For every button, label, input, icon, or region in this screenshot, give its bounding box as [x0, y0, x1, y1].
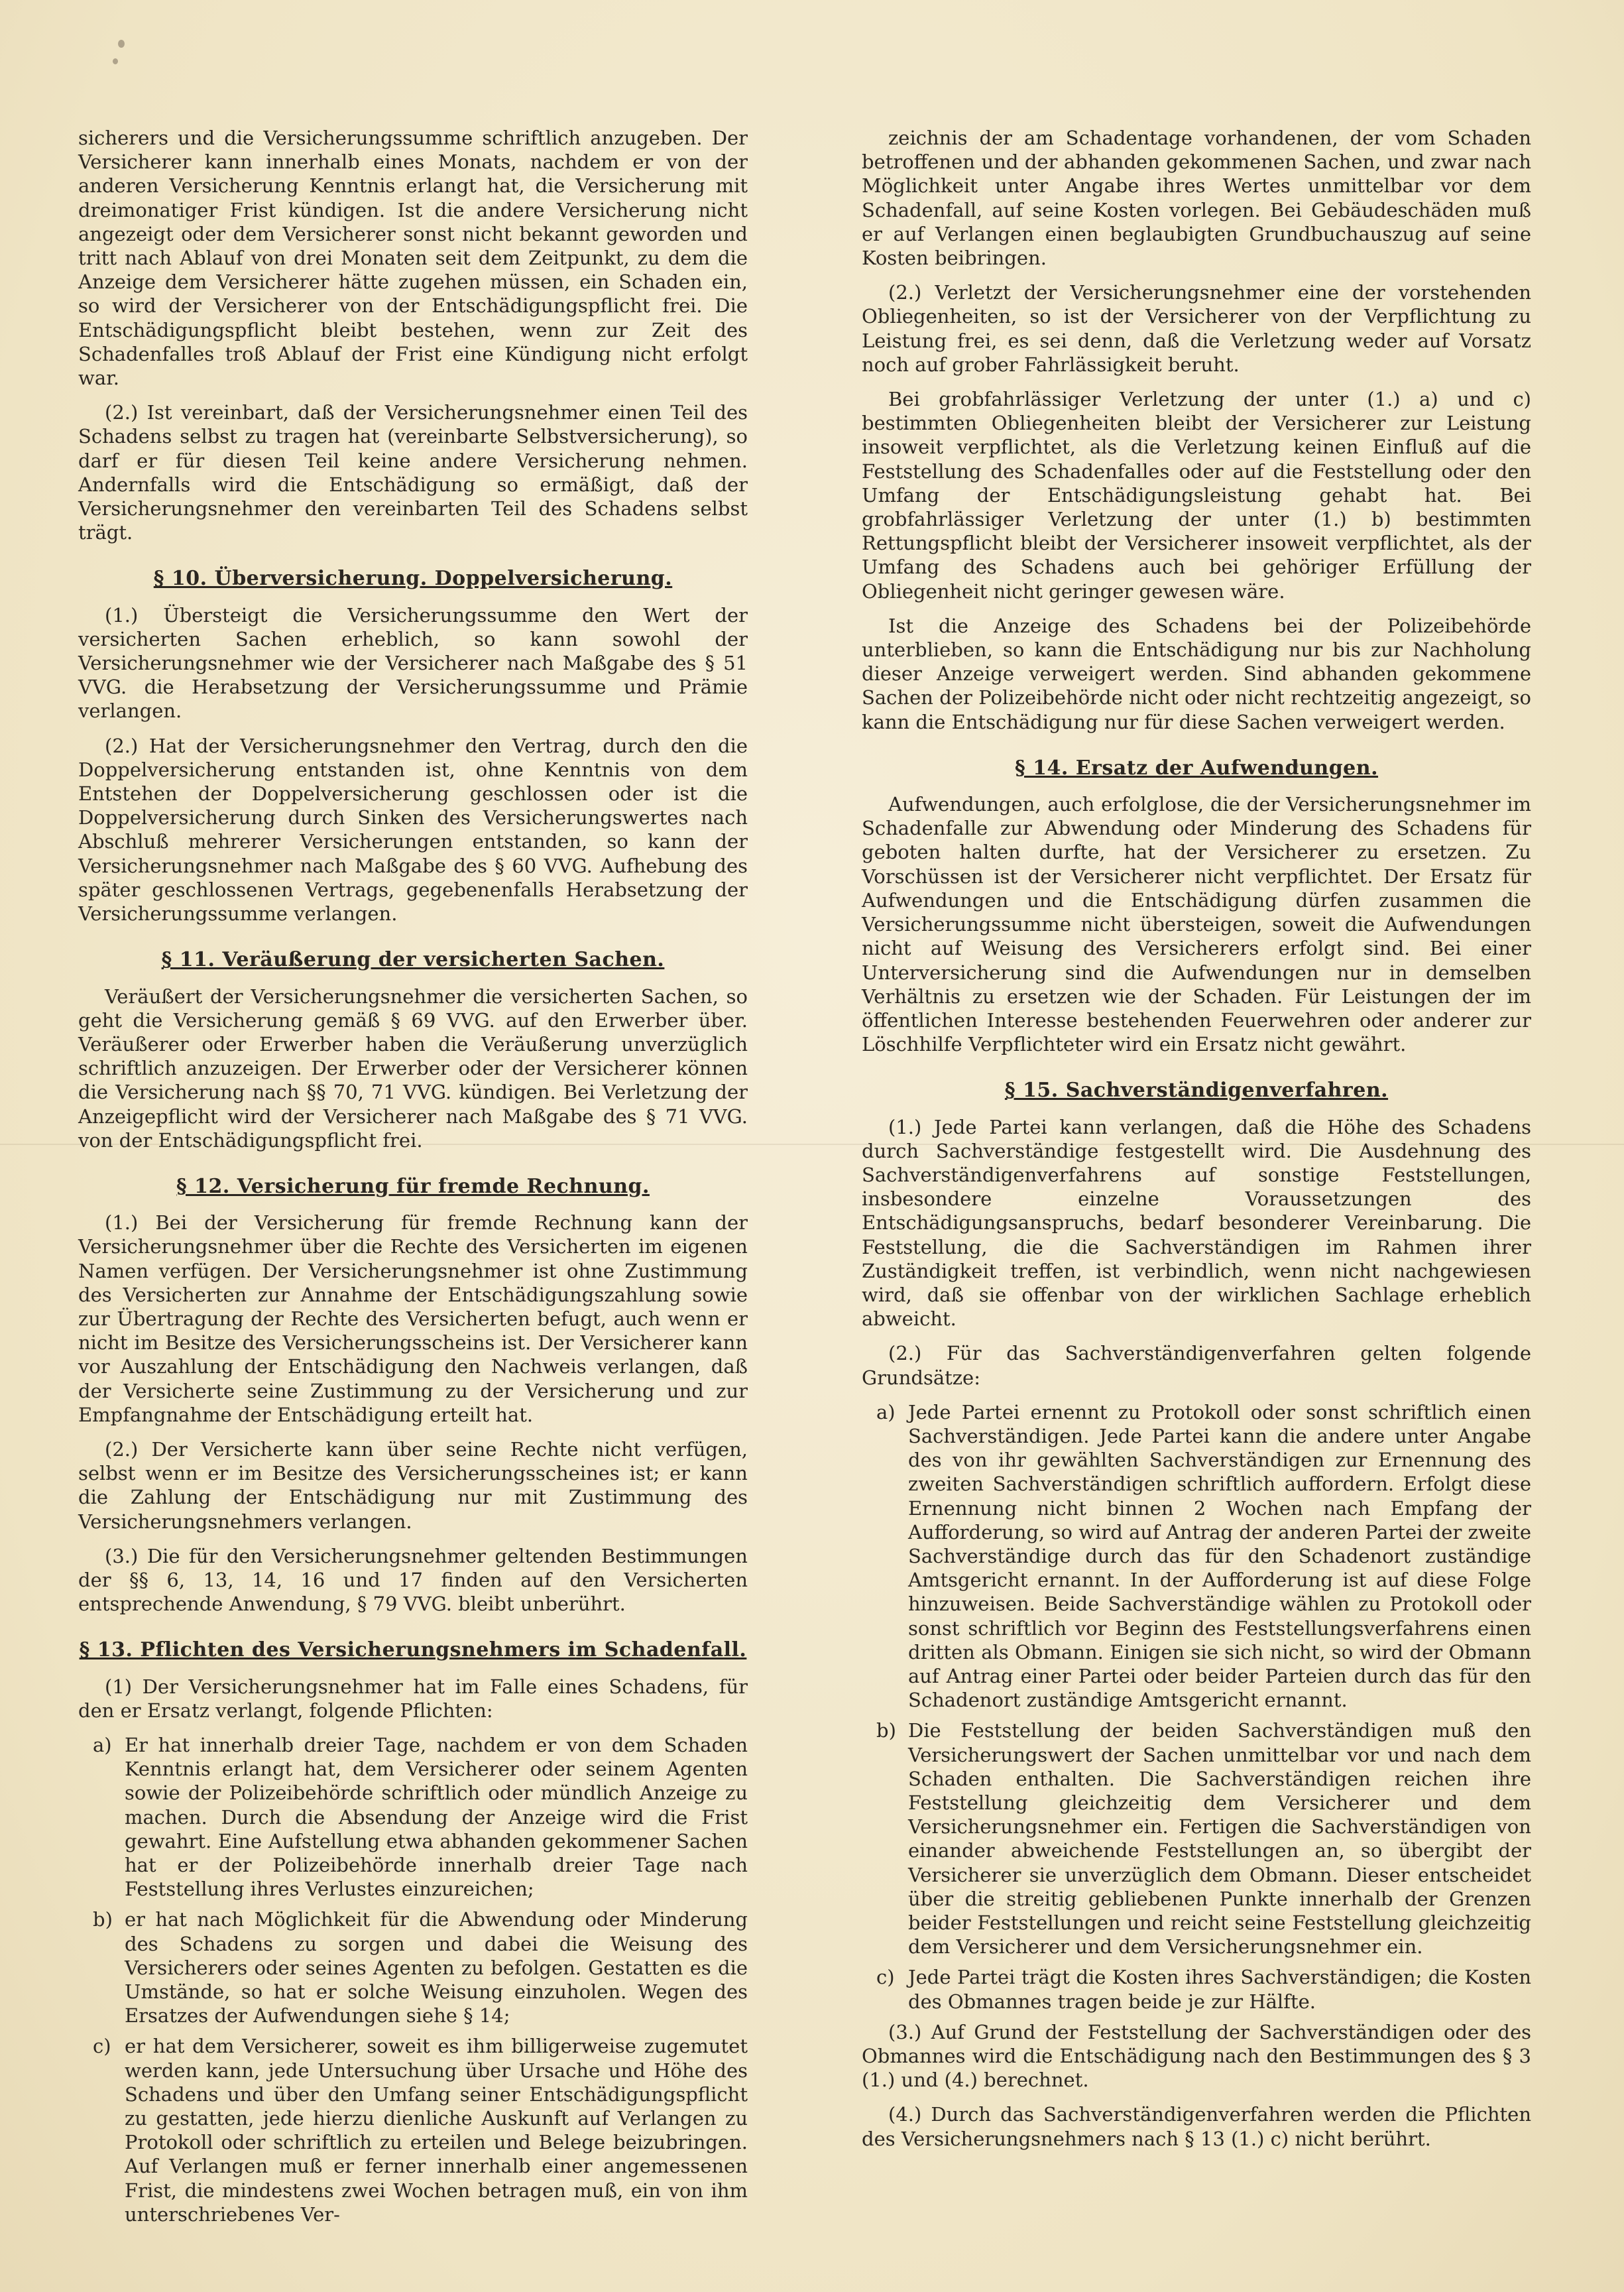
list-item [862, 1400, 1531, 1713]
list-label: c) [876, 1966, 895, 1989]
ink-speck [118, 40, 125, 48]
paragraph: (1) Der Versicherungsnehmer hat im Falle eines Schadens, für den er Ersatz verlangt, folgende Pflichten: [78, 1675, 748, 1722]
paragraph: (2.) Verletzt der Versicherungsnehmer eine der vorstehenden Obliegenheiten, so ist der Versicherer von der Verpflichtung zu Leistung frei, es sei denn, daß die Verletzung weder auf Vorsatz noch auf grober Fahrlässigkeit beruht. [862, 281, 1531, 376]
paragraph: Bei grobfahrlässiger Verletzung der unter (1.) a) und c) bestimmten Obliegenheiten bleibt der Versicherer zur Leistung insoweit verpflichtet, als die Verletzung keinen Einfluß auf die Feststellung des Schadenfalles oder auf die Feststellung oder den Umfang der Entschädigungsleistung gehabt hat. Bei grobfahrlässiger Verletzung der unter (1.) b) bestimmten Rettungspflicht bleibt der Versicherer insoweit verpflichtet, als der Umfang des Schadens auch bei gehöriger Erfüllung der Obliegenheit nicht geringer gewesen wäre. [862, 388, 1531, 603]
list-item [78, 2034, 748, 2226]
list-text: er hat dem Versicherer, soweit es ihm billigerweise zugemutet werden kann, jede Untersuchung über Ursache und Höhe des Schadens und über den Umfang seiner Entschädigungspflicht zu gestatten, jede hierzu dienliche Auskunft auf Verlangen zu Protokoll oder schriftlich zu erteilen und Belege beizubringen. Auf Verlangen muß er ferner innerhalb einer angemessenen Frist, die mindestens zwei Wochen betragen muß, ein von ihm unterschriebenes Ver- [125, 2035, 748, 2226]
list-text: Jede Partei ernennt zu Protokoll oder sonst schriftlich einen Sachverständigen. Jede Partei kann die andere unter Angabe des von ihr gewählten Sachverständigen zur Ernennung des zweiten Sachverständigen schriftlich auffordern. Erfolgt diese Ernennung nicht binnen 2 Wochen nach Empfang der Aufforderung, so wird auf Antrag der anderen Partei der zweite Sachverständige durch das für den Schadenort zuständige Amtsgericht ernannt. In der Aufforderung ist auf diese Folge hinzuweisen. Beide Sachverständige wählen zu Protokoll oder sonst schriftlich vor Beginn des Feststellungsverfahrens einen dritten als Obmann. Einigen sie sich nicht, so wird der Obmann auf Antrag einer Partei oder beider Parteien durch das für den Schadenort zuständige Amtsgericht ernannt. [908, 1400, 1531, 1712]
list-item [78, 1907, 748, 2027]
paragraph: (1.) Übersteigt die Versicherungssumme den Wert der versicherten Sachen erheblich, so kann sowohl der Versicherungsnehmer wie der Versicherer nach Maßgabe des § 51 VVG. die Herabsetzung der Versicherungssumme und Prämie verlangen. [78, 603, 748, 723]
paragraph: sicherers und die Versicherungssumme schriftlich anzugeben. Der Versicherer kann innerhalb eines Monats, nachdem er von der anderen Versicherung Kenntnis erlangt hat, die Versicherung mit dreimonatiger Frist kündigen. Ist die andere Versicherung nicht angezeigt oder dem Versicherer sonst nicht bekannt geworden und tritt nach Ablauf von drei Monaten seit dem Zeitpunkt, zu dem die Anzeige dem Versicherer hätte zugehen müssen, ein Schaden ein, so wird der Versicherer von der Entschädigungspflicht frei. Die Entschädigungspflicht bleibt bestehen, wenn zur Zeit des Schadenfalles troß Ablauf der Frist eine Kündigung nicht erfolgt war. [78, 127, 748, 390]
right-column [862, 126, 1531, 2161]
list-text: er hat nach Möglichkeit für die Abwendung oder Minderung des Schadens zu sorgen und dabei die Weisung des Versicherers oder seines Agenten zu befolgen. Gestatten es die Umstände, so hat er solche Weisung einzuholen. Wegen des Ersatzes der Aufwendungen siehe § 14; [125, 1908, 748, 2027]
paragraph: (2.) Ist vereinbart, daß der Versicherungsnehmer einen Teil des Schadens selbst zu tragen hat (vereinbarte Selbstversicherung), so darf er für diesen Teil keine andere Versicherung nehmen. Andernfalls wird die Entschädigung so ermäßigt, daß der Versicherungsnehmer den vereinbarten Teil des Schadens selbst trägt. [78, 401, 748, 544]
paragraph: (1.) Jede Partei kann verlangen, daß die Höhe des Schadens durch Sachverständige festgestellt wird. Die Ausdehnung des Sachverständigenverfahrens auf sonstige Feststellungen, insbesondere einzelne Voraussetzungen des Entschädigungsanspruchs, bedarf besonderer Vereinbarung. Die Feststellung, die die Sachverständigen im Rahmen ihrer Zuständigkeit treffen, ist verbindlich, wenn nicht nachgewiesen wird, daß sie offenbar von der wirklichen Sachlage erheblich abweicht. [862, 1115, 1531, 1331]
list-label: c) [93, 2035, 111, 2058]
paragraph: (3.) Die für den Versicherungsnehmer geltenden Bestimmungen der §§ 6, 13, 14, 16 und 17 finden auf den Versicherten entsprechende Anwendung, § 79 VVG. bleibt unberührt. [78, 1544, 748, 1616]
paragraph: (2.) Für das Sachverständigenverfahren gelten folgende Grundsätze: [862, 1342, 1531, 1389]
section-heading: § 10. Überversicherung. Doppelversicherung. [153, 567, 673, 591]
list-text: Die Feststellung der beiden Sachverständigen muß den Versicherungswert der Sachen unmittelbar vor und nach dem Schaden enthalten. Die Sachverständigen reichen ihre Feststellung gleichzeitig dem Versicherer und dem Versicherungsnehmer ein. Fertigen die Sachverständigen von einander abweichende Feststellungen an, so übergibt der Versicherer sie unverzüglich dem Obmann. Dieser entscheidet über die streitig gebliebenen Punkte innerhalb der Grenzen beider Feststellungen und reicht seine Feststellung gleichzeitig dem Versicherer und dem Versicherungsnehmer ein. [908, 1719, 1531, 1959]
list-label: a) [876, 1400, 896, 1423]
list-text: Jede Partei trägt die Kosten ihres Sachverständigen; die Kosten des Obmannes tragen beide je zur Hälfte. [908, 1966, 1531, 2013]
section-heading: § 14. Ersatz der Aufwendungen. [1014, 756, 1379, 780]
list-text: Er hat innerhalb dreier Tage, nachdem er von dem Schaden Kenntnis erlangt hat, dem Versicherer oder seinem Agenten sowie der Polizeibehörde schriftlich oder mündlich Anzeige zu machen. Durch die Absendung der Anzeige wird die Frist gewahrt. Eine Aufstellung etwa abhanden gekommener Sachen hat er der Polizeibehörde innerhalb dreier Tage nach Feststellung ihres Verlustes einzureichen; [125, 1733, 748, 1901]
paragraph: Veräußert der Versicherungsnehmer die versicherten Sachen, so geht die Versicherung gemäß § 69 VVG. auf den Erwerber über. Veräußerer oder Erwerber haben die Veräußerung unverzüglich schriftlich anzuzeigen. Der Erwerber oder der Versicherer können die Versicherung nach §§ 70, 71 VVG. kündigen. Bei Verletzung der Anzeigepflicht wird der Versicherer nach Maßgabe des § 71 VVG. von der Entschädigungspflicht frei. [78, 985, 748, 1152]
list-item [78, 1733, 748, 1901]
section-heading: § 12. Versicherung für fremde Rechnung. [176, 1174, 650, 1198]
ink-speck [113, 58, 118, 64]
paragraph: Aufwendungen, auch erfolglose, die der Versicherungsnehmer im Schadenfalle zur Abwendung oder Minderung des Schadens für geboten halten durfte, hat der Versicherer zu ersetzen. Zu Vorschüssen ist der Versicherer nicht verpflichtet. Der Ersatz für Aufwendungen und die Entschädigung dürfen zusammen die Versicherungssumme nicht übersteigen, soweit die Aufwendungen nicht auf Weisung des Versicherers erfolgt sind. Bei einer Unterversicherung sind die Aufwendungen nur in demselben Verhältnis zu ersetzen wie der Schaden. Für Leistungen der im öffentlichen Interesse bestehenden Feuerwehren oder anderer zur Löschhilfe Verpflichteter wird ein Ersatz nicht gewährt. [862, 793, 1531, 1056]
list-item [862, 1965, 1531, 2013]
paragraph: (3.) Auf Grund der Feststellung der Sachverständigen oder des Obmannes wird die Entschädigung nach den Bestimmungen des § 3 (1.) und (4.) berechnet. [862, 2020, 1531, 2092]
list-item [862, 1719, 1531, 1959]
left-column [78, 126, 748, 2233]
list-label: a) [93, 1733, 112, 1756]
paragraph: zeichnis der am Schadentage vorhandenen, der vom Schaden betroffenen und der abhanden gekommenen Sachen, und zwar nach Möglichkeit unter Angabe ihres Wertes unmittelbar vor dem Schadenfall, auf seine Kosten vorlegen. Bei Gebäudeschäden muß er auf Verlangen einen beglaubigten Grundbuchauszug auf seine Kosten beibringen. [862, 127, 1531, 270]
paragraph: (1.) Bei der Versicherung für fremde Rechnung kann der Versicherungsnehmer über die Rechte des Versicherten im eigenen Namen verfügen. Der Versicherungsnehmer ist ohne Zustimmung des Versicherten zur Annahme der Entschädigungszahlung sowie zur Übertragung der Rechte des Versicherten befugt, auch wenn er nicht im Besitze des Versicherungsscheins ist. Der Versicherer kann vor Auszahlung der Entschädigung den Nachweis verlangen, daß der Versicherte seine Zustimmung zu der Versicherung und zur Empfangnahme der Entschädigung erteilt hat. [78, 1211, 748, 1426]
section-heading: § 13. Pflichten des Versicherungsnehmers im Schadenfall. [79, 1638, 747, 1662]
list-label: b) [93, 1908, 113, 1931]
section-heading: § 15. Sachverständigenverfahren. [1004, 1079, 1389, 1103]
list-label: b) [876, 1719, 896, 1742]
section-heading: § 11. Veräußerung der versicherten Sachen. [161, 948, 665, 972]
paragraph: Ist die Anzeige des Schadens bei der Polizeibehörde unterblieben, so kann die Entschädigung nur bis zur Nachholung dieser Anzeige verweigert werden. Sind abhanden gekommene Sachen der Polizeibehörde nicht oder nicht rechtzeitig angezeigt, so kann die Entschädigung nur für diese Sachen verweigert werden. [862, 614, 1531, 733]
paragraph: (2.) Hat der Versicherungsnehmer den Vertrag, durch den die Doppelversicherung entstanden ist, ohne Kenntnis von dem Entstehen der Doppelversicherung geschlossen oder ist die Doppelversicherung durch Sinken des Versicherungswertes nach Abschluß mehrerer Versicherungen entstanden, so kann der Versicherungsnehmer nach Maßgabe des § 60 VVG. Aufhebung des später geschlossenen Vertrags, gegebenenfalls Herabsetzung der Versicherungssumme verlangen. [78, 734, 748, 926]
paragraph: (4.) Durch das Sachverständigenverfahren werden die Pflichten des Versicherungsnehmers nach § 13 (1.) c) nicht berührt. [862, 2103, 1531, 2150]
paragraph: (2.) Der Versicherte kann über seine Rechte nicht verfügen, selbst wenn er im Besitze des Versicherungsscheines ist; er kann die Zahlung der Entschädigung nur mit Zustimmung des Versicherungsnehmers verlangen. [78, 1437, 748, 1533]
